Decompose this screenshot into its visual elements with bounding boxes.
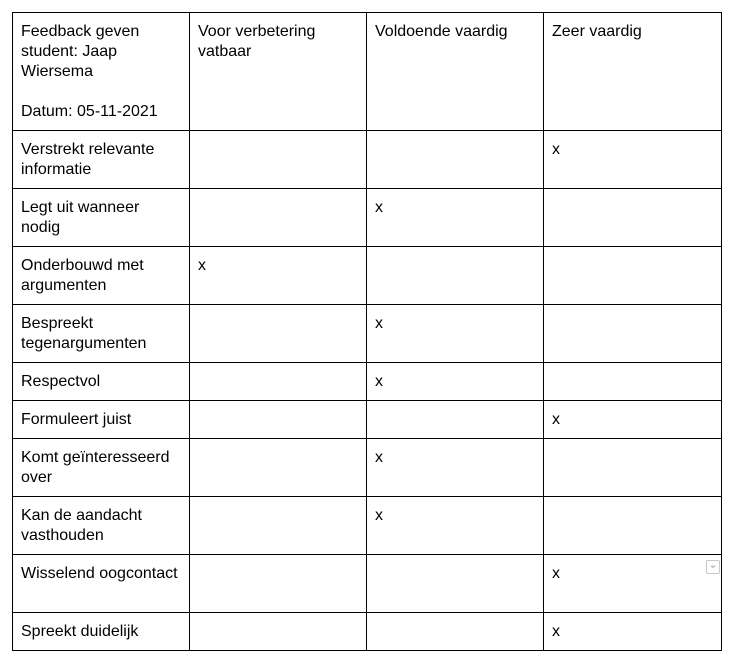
header-row [13,13,722,131]
criterion-cell[interactable]: Legt uit wanneer nodig [13,189,190,247]
rating-cell[interactable] [367,555,544,613]
criterion-cell[interactable]: Komt geïnteresseerd over [13,439,190,497]
rating-cell[interactable] [367,189,544,247]
table-row [13,363,722,401]
rating-cell[interactable] [367,613,544,651]
table-row [13,131,722,189]
criterion-cell[interactable]: Formuleert juist [13,401,190,439]
rating-cell[interactable] [367,401,544,439]
rating-cell[interactable] [190,305,367,363]
column-header[interactable]: Voor verbetering vatbaar [190,13,367,131]
chevron-down-icon[interactable] [706,560,720,574]
criterion-cell[interactable]: Bespreekt tegenargumenten [13,305,190,363]
rating-cell[interactable] [367,439,544,497]
criterion-cell[interactable]: Verstrekt relevante informatie [13,131,190,189]
rating-cell[interactable] [544,363,722,401]
rating-cell[interactable] [544,131,722,189]
table-row [13,497,722,555]
table-row [13,401,722,439]
rating-cell[interactable] [190,189,367,247]
rating-cell[interactable] [544,613,722,651]
rating-cell[interactable] [190,247,367,305]
rating-cell[interactable] [367,305,544,363]
criterion-cell[interactable]: Onderbouwd met argumenten [13,247,190,305]
rating-mark: x [375,199,383,216]
rating-mark: x [375,507,383,524]
rating-cell[interactable] [190,555,367,613]
rating-cell[interactable] [367,247,544,305]
rating-mark: x [552,141,560,158]
table-row [13,439,722,497]
rating-cell[interactable] [544,439,722,497]
rating-cell[interactable] [190,131,367,189]
rating-cell[interactable] [190,497,367,555]
rating-mark: x [198,257,206,274]
criterion-cell[interactable]: Respectvol [13,363,190,401]
feedback-date: Datum: 05-11-2021 [21,103,158,120]
rating-cell[interactable] [190,363,367,401]
table-row [13,189,722,247]
rating-cell[interactable] [190,613,367,651]
column-header[interactable]: Zeer vaardig [544,13,722,131]
rating-cell[interactable] [544,555,722,613]
rating-mark: x [552,623,560,640]
table-row [13,613,722,651]
table-row [13,305,722,363]
feedback-table [12,12,722,651]
rating-cell[interactable] [367,363,544,401]
column-header[interactable]: Voldoende vaardig [367,13,544,131]
rating-mark: x [375,449,383,466]
rating-mark: x [375,373,383,390]
student-title: Feedback geven student: Jaap Wiersema [21,23,140,80]
rating-cell[interactable] [544,401,722,439]
rating-mark: x [552,411,560,428]
rating-mark: x [552,565,560,582]
rating-cell[interactable] [544,247,722,305]
criterion-cell[interactable]: Spreekt duidelijk [13,613,190,651]
rating-cell[interactable] [190,401,367,439]
table-row [13,247,722,305]
rating-cell[interactable] [190,439,367,497]
header-title-cell[interactable] [13,13,190,131]
criterion-cell[interactable]: Kan de aandacht vasthouden [13,497,190,555]
rating-cell[interactable] [544,305,722,363]
rating-mark: x [375,315,383,332]
rating-cell[interactable] [544,189,722,247]
rating-cell[interactable] [367,497,544,555]
table-row [13,555,722,613]
rating-cell[interactable] [544,497,722,555]
criterion-cell[interactable]: Wisselend oogcontact [13,555,190,613]
rating-cell[interactable] [367,131,544,189]
